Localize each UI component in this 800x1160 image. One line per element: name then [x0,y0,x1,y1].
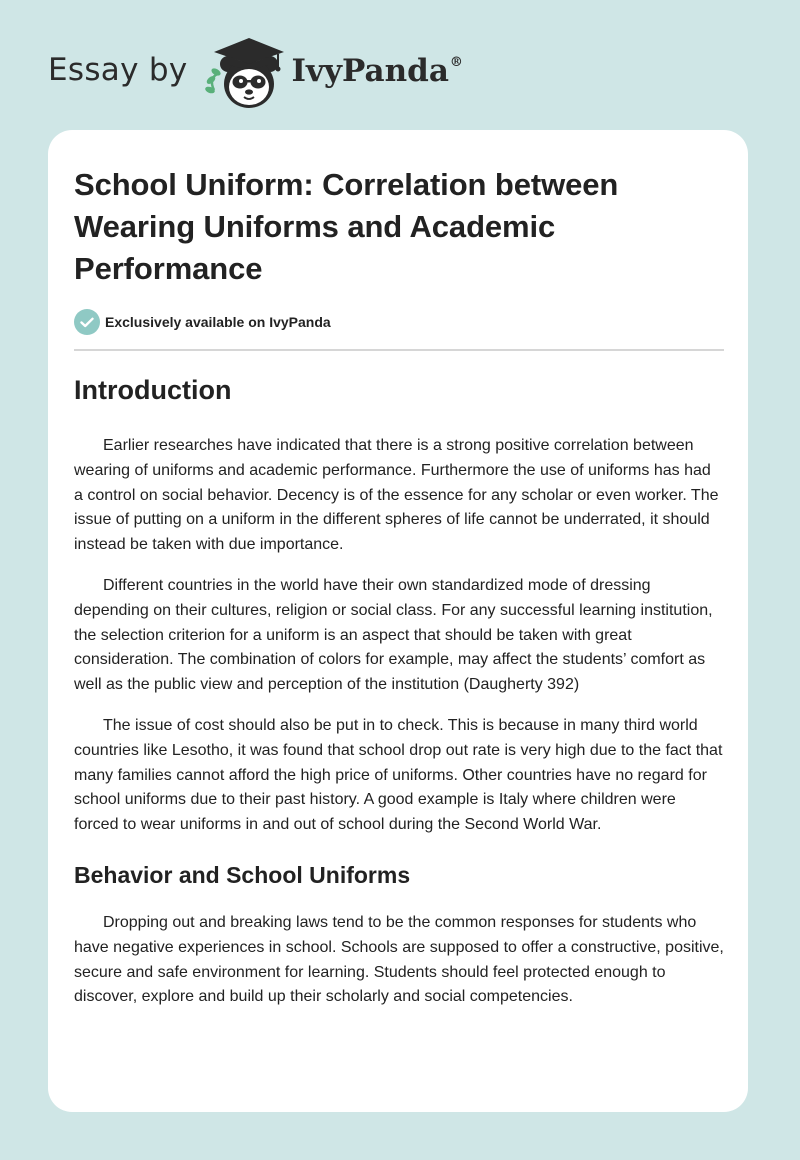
paragraph: Earlier researches have indicated that there is a strong positive correlation between wearing of uniforms and academic performance. Furthermore the use of uniforms has had a control on social behavior. Decency is of the essence for any scholar or even worker. The issue of putting on a uniform in the different spheres of life cannot be underrated, it should instead be taken with due importance. [74,437,719,554]
paragraph: Dropping out and breaking laws tend to be the common responses for students who have negative experiences in school. Schools are supposed to offer a constructive, positive, secure and safe environment for learning. Students should feel protected enough to discover, explore and build up their scholarly and social competencies. [74,913,724,1006]
exclusive-badge [74,309,724,335]
essay-by-label: Essay by [48,52,188,88]
article-content [74,164,724,1026]
panda-graduate-icon [202,34,288,114]
check-icon [74,309,100,335]
brand-name: IvyPanda® [291,53,463,89]
paragraph: The issue of cost should also be put in to check. This is because in many third world countries like Lesotho, it was found that school drop out rate is very high due to the fact that many families cannot afford the high price of uniforms. Other countries have no regard for school uniforms due to their past history. A good example is Italy where children were forced to wear uniforms in and out of school during the Second World War. [74,716,723,834]
site-header [48,34,463,114]
article-card [48,130,748,1112]
section-heading-introduction: Introduction [74,375,232,405]
section-heading-behavior: Behavior and School Uniforms [74,861,411,888]
page-title: School Uniform: Correlation between Wearing Uniforms and Academic Performance [74,167,619,286]
registered-mark: ® [449,54,463,70]
exclusive-badge-label: Exclusively available on IvyPanda [105,314,331,330]
paragraph: Different countries in the world have their own standardized mode of dressing depending on their cultures, religion or social class. For any successful learning institution, the selection criterion for a uniform is an aspect that should be taken with great consideration. The combination of colors for example, may affect the students’ comfort as well as the public view and perception of the institution (Daugherty 392) [74,576,713,694]
title-divider [74,349,724,351]
